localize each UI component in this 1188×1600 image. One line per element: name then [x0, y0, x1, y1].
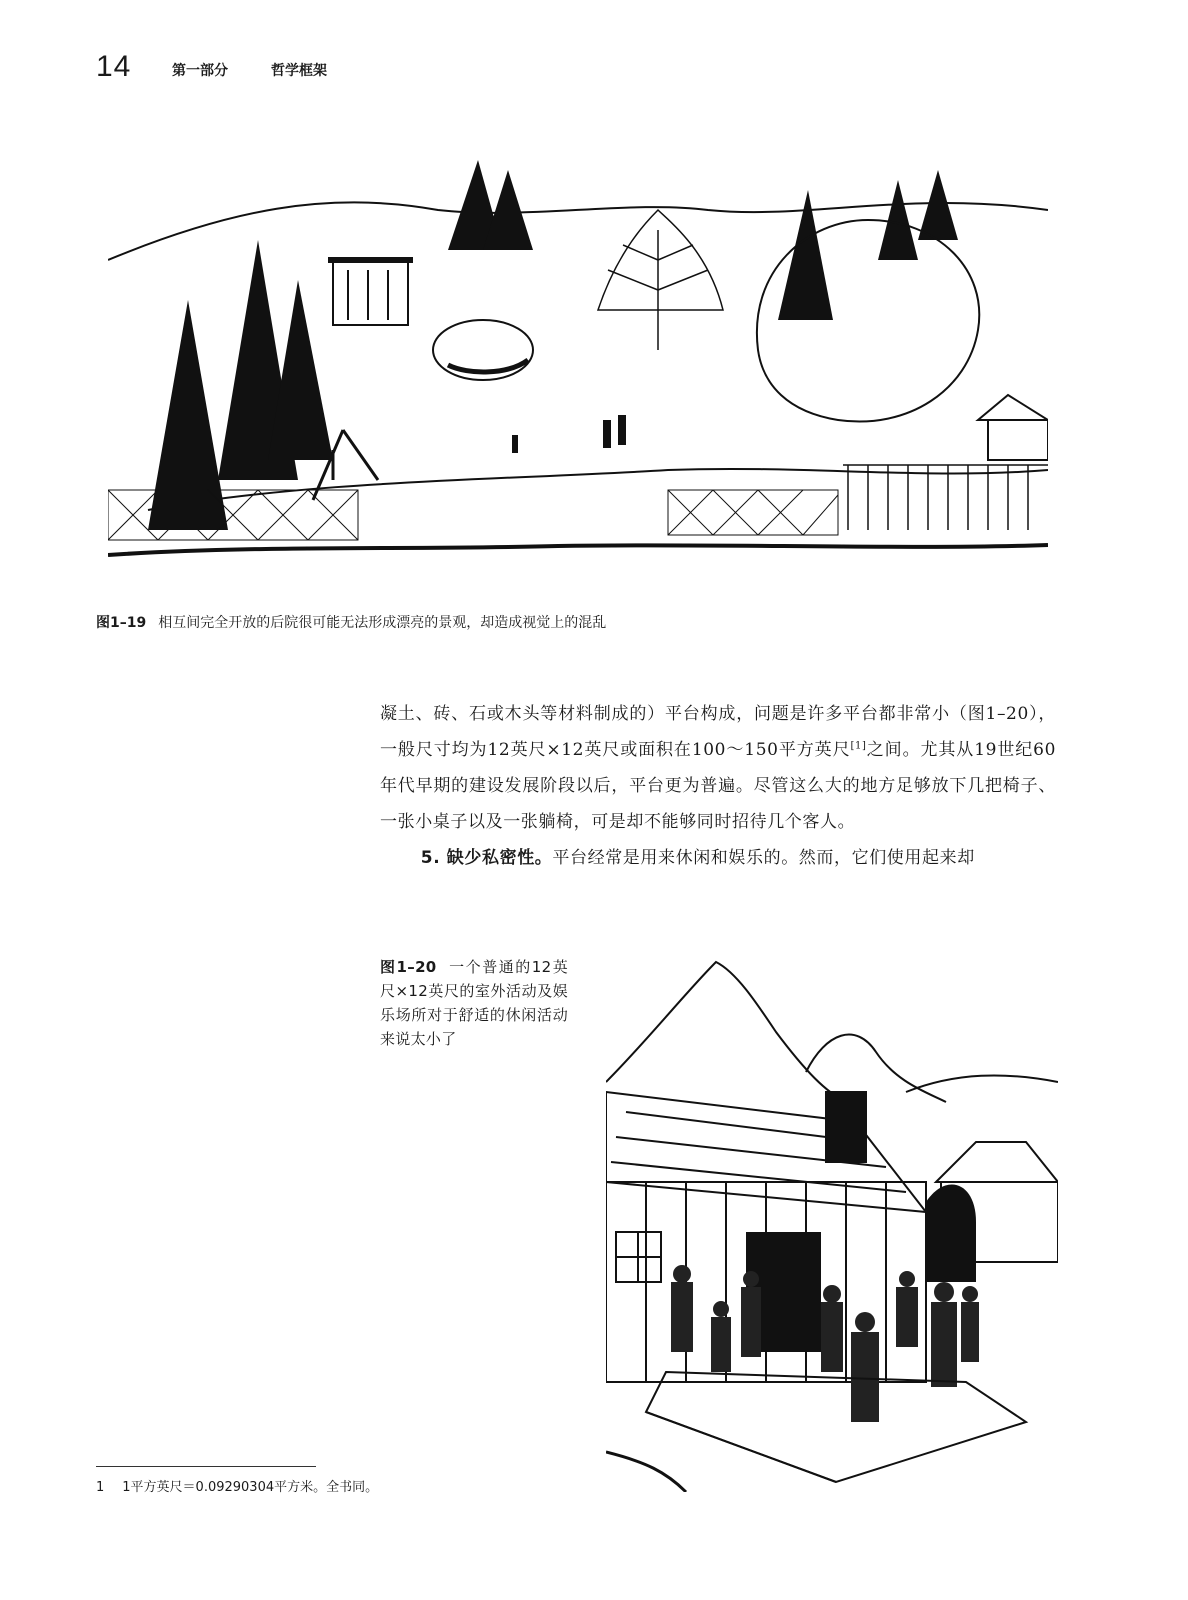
figure-1-20-text: 一个普通的12英尺×12英尺的室外活动及娱乐场所对于舒适的休闲活动来说太小了	[380, 958, 568, 1048]
body-text	[380, 696, 1056, 876]
footnote-divider	[96, 1466, 316, 1467]
footnote-reference[interactable]: [1]	[850, 740, 867, 752]
footnote-text: 1平方英尺＝0.09290304平方米。全书同。	[122, 1480, 379, 1495]
patio-sketch-illustration	[606, 952, 1058, 1492]
paragraph-1-rest: 之间。尤其从19世纪60年代早期的建设发展阶段以后，平台更为普遍。尽管这么大的地方足够放下几把椅子、一张小桌子以及一张躺椅，可是却不能够同时招待几个客人。	[380, 740, 1056, 832]
part-label: 第一部分	[172, 63, 228, 79]
backyard-sketch-illustration	[108, 150, 1048, 570]
part-title: 哲学框架	[271, 63, 327, 79]
section-heading-lack-of-privacy: 5. 缺少私密性。	[420, 848, 553, 868]
body-paragraph-2	[380, 840, 1056, 876]
paragraph-1-main: 凝土、砖、石或木头等材料制成的）平台构成，问题是许多平台都非常小（图1–20），一般尺寸均为12英尺×12英尺或面积在100～150平方英尺	[380, 704, 1056, 760]
page-number: 14	[96, 50, 132, 83]
body-paragraph-1	[380, 696, 1056, 840]
footnote	[96, 1476, 378, 1495]
paragraph-2-text: 平台经常是用来休闲和娱乐的。然而，它们使用起来却	[552, 848, 975, 868]
figure-backyard-sketch	[108, 150, 1048, 570]
figure-1-19-caption	[96, 612, 606, 632]
figure-patio-sketch	[606, 952, 1058, 1492]
footnote-number: 1	[96, 1480, 105, 1495]
figure-1-19-label: 图1–19	[96, 615, 147, 631]
figure-1-20-label: 图1–20	[380, 958, 437, 976]
figure-1-20-caption	[380, 955, 568, 1051]
figure-1-19-text: 相互间完全开放的后院很可能无法形成漂亮的景观，却造成视觉上的混乱	[158, 615, 607, 631]
